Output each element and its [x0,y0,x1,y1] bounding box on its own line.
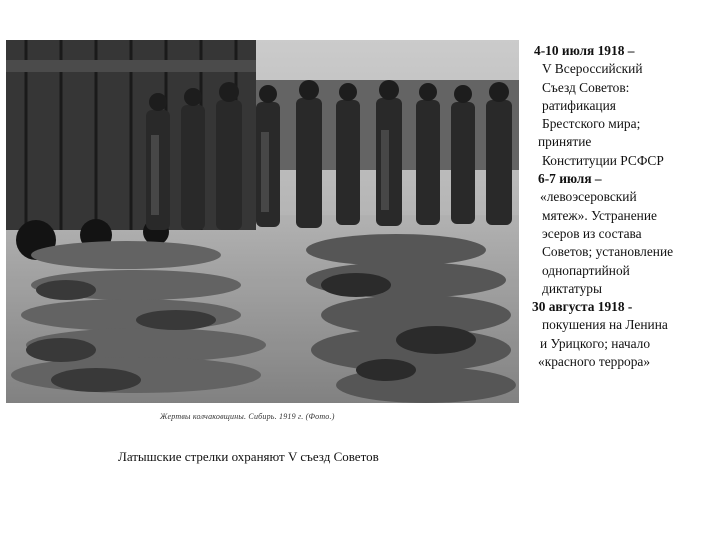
timeline-line: ратификация [542,97,616,113]
timeline-line: эсеров из состава [542,225,642,241]
timeline-line: покушения на Ленина [542,317,668,333]
timeline-line: однопартийной [542,262,630,278]
timeline-date: 30 августа 1918 - [532,299,633,315]
timeline-date: 4-10 июля 1918 – [534,43,635,58]
photo-caption: Жертвы колчаковщины. Сибирь. 1919 г. (Фото.) [160,412,335,421]
timeline-date: 6-7 июля – [538,171,602,187]
photo-illustration [6,40,519,403]
timeline-line: Съезд Советов: [542,79,630,95]
timeline-line: Советов; установление [542,244,674,260]
timeline-line: Брестского мира; [542,116,641,132]
timeline-text [528,42,718,371]
timeline-line: и Урицкого; начало [540,335,651,351]
timeline-line: «левоэсеровский [540,189,637,205]
timeline-line: мятеж». Устранение [542,207,657,223]
timeline-line: принятие [538,134,592,150]
slide-caption: Латышские стрелки охраняют V съезд Советов [118,449,379,464]
historical-photo [6,40,519,403]
timeline-line: диктатуры [542,280,602,296]
timeline-line: V Всероссийский [542,61,643,77]
timeline-line: «красного террора» [538,354,651,370]
timeline-line: Конституции РСФСР [542,152,664,168]
